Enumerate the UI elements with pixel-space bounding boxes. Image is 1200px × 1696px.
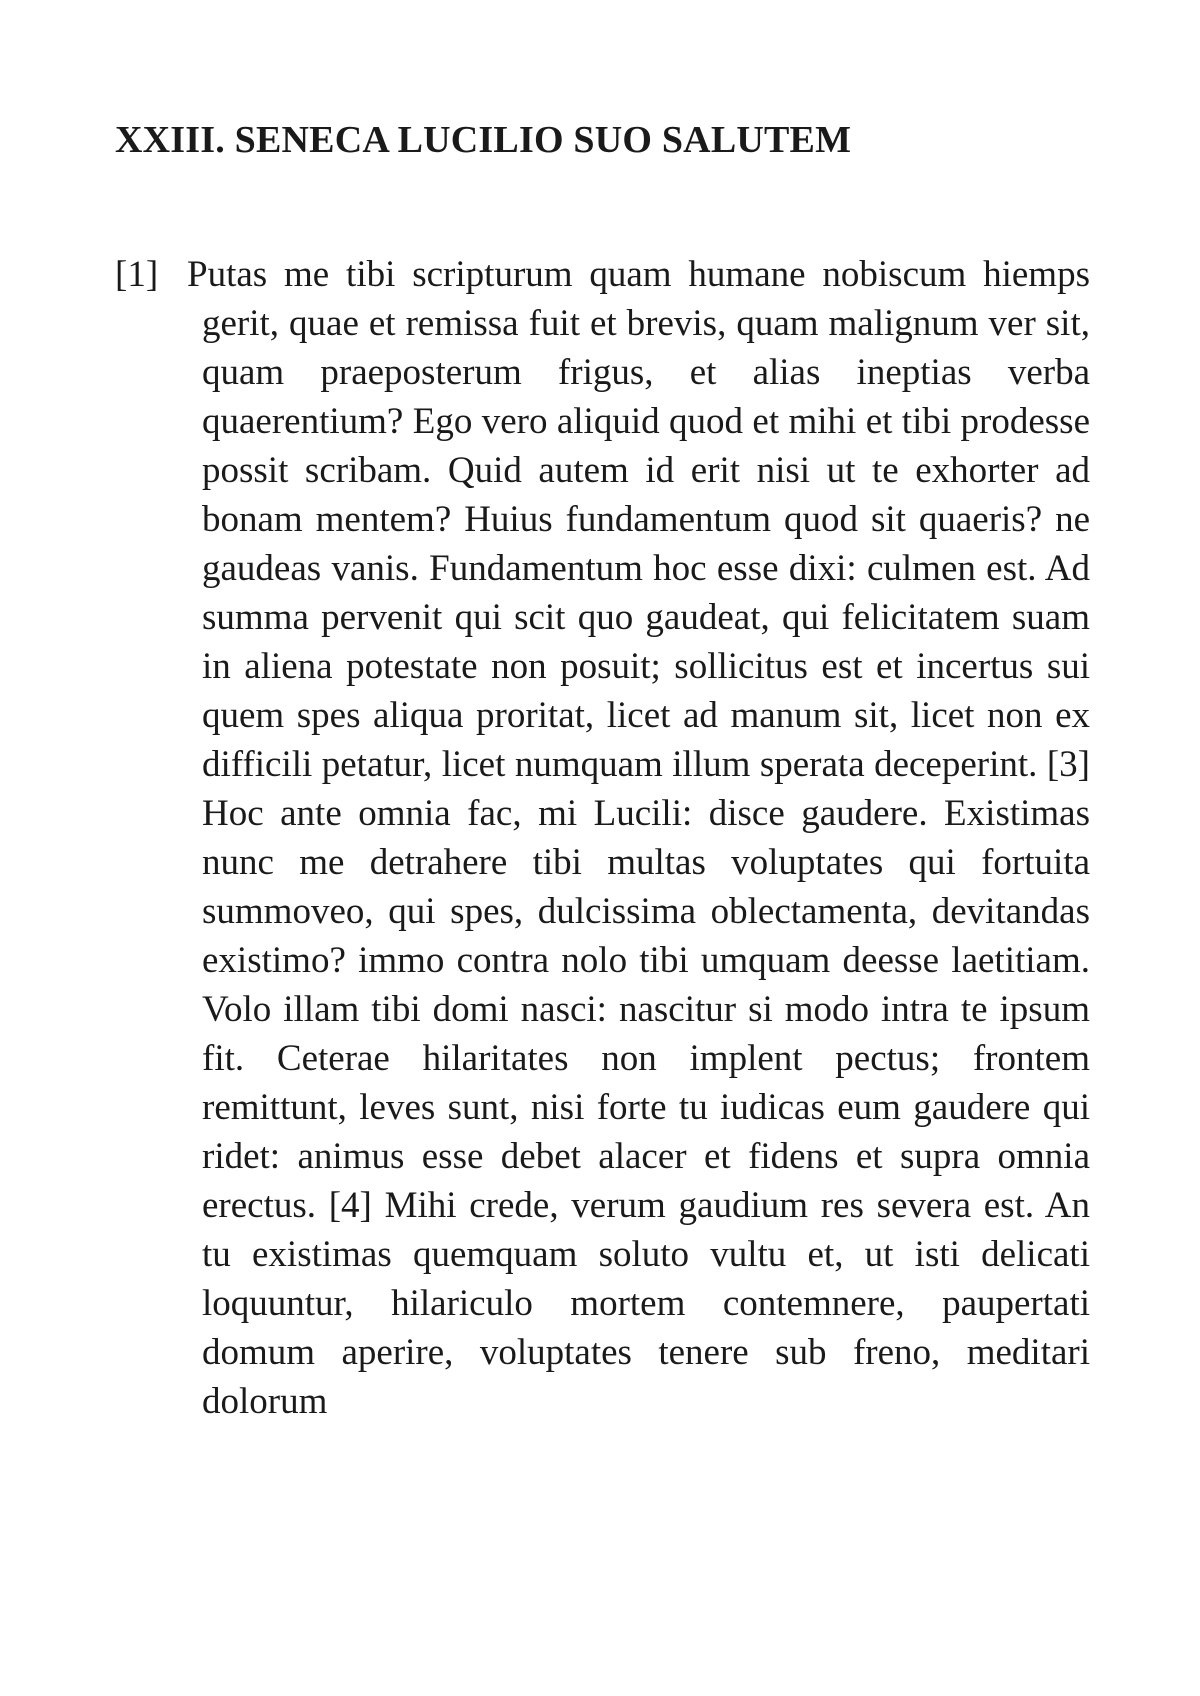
letter-body [115, 250, 1090, 1426]
paragraph-number: [1] [115, 254, 159, 295]
letter-title: XXIII. SENECA LUCILIO SUO SALUTEM [115, 119, 852, 161]
paragraph-1 [115, 250, 1090, 1426]
paragraph-text: Putas me tibi scripturum quam humane nobiscum hiemps gerit, quae et remissa fuit et brevis, quam malignum ver sit, quam praeposterum frigus, et alias ineptias verba quaerentium? Ego vero aliquid quod et mihi et tibi prodesse possit scribam. Quid autem id erit nisi ut te exhorter ad bonam mentem? Huius fundamentum quod sit quaeris? ne gaudeas vanis. Fundamentum hoc esse dixi: culmen est. Ad summa pervenit qui scit quo gaudeat, qui felicitatem suam in aliena potestate non posuit; sollicitus est et incertus sui quem spes aliqua proritat, licet ad manum sit, licet non ex difficili petatur, licet numquam illum sperata deceperint. [3] Hoc ante omnia fac, mi Lucili: disce gaudere. Existimas nunc me detrahere tibi multas voluptates qui fortuita summoveo, qui spes, dulcissima oblectamenta, devitandas existimo? immo contra nolo tibi umquam deesse laetitiam. Volo illam tibi domi nasci: nascitur si modo intra te ipsum fit. Ceterae hilaritates non implent pectus; frontem remittunt, leves sunt, nisi forte tu iudicas eum gaudere qui ridet: animus esse debet alacer et fidens et supra omnia erectus. [4] Mihi crede, verum gaudium res severa est. An tu existimas quemquam soluto vultu et, ut isti delicati loquuntur, hilariculo mortem contemnere, paupertati domum aperire, voluptates tenere sub freno, meditari dolorum [187, 254, 1090, 1422]
